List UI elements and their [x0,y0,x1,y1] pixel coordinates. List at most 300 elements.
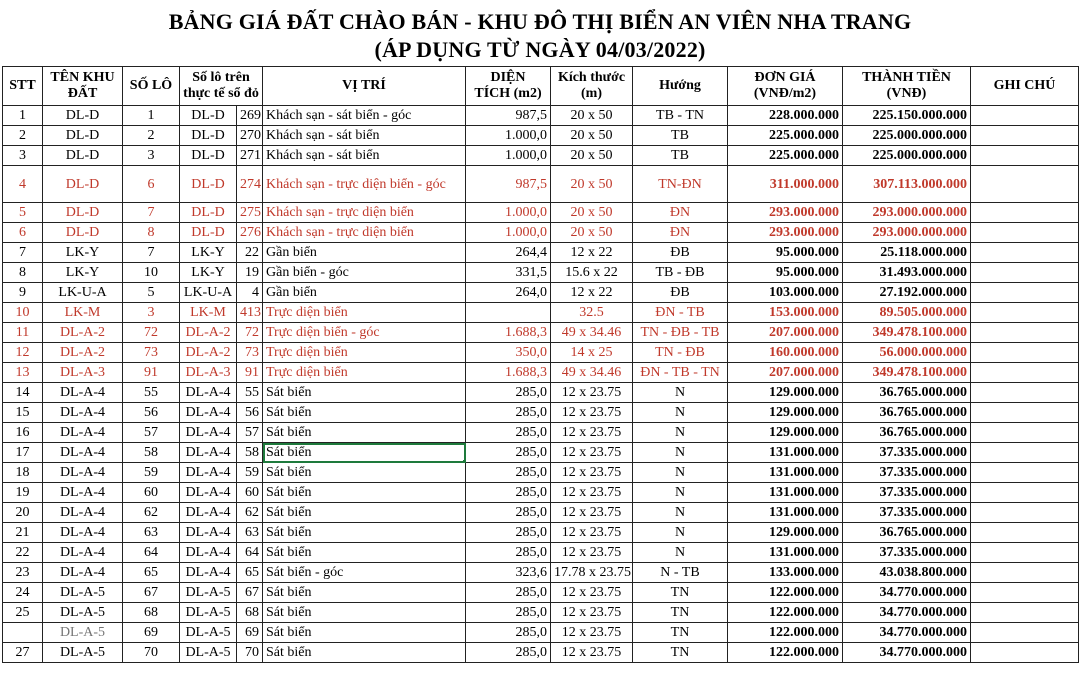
row-don-gia[interactable]: 160.000.000 [728,343,843,363]
row-kich-thuoc[interactable]: 12 x 23.75 [551,463,633,483]
row-stt[interactable]: 22 [3,543,43,563]
row-lo-thuc-te[interactable]: 73 [237,343,263,363]
row-ghi-chu[interactable] [971,503,1079,523]
row-lo-thuc-te[interactable]: 69 [237,623,263,643]
row-dien-tich[interactable]: 350,0 [466,343,551,363]
row-vi-tri[interactable]: Khách sạn - sát biển [263,146,466,166]
row-huong[interactable]: N [633,443,728,463]
row-dien-tich[interactable]: 331,5 [466,263,551,283]
header-vi-tri[interactable]: VỊ TRÍ [263,67,466,106]
row-vi-tri[interactable]: Khách sạn - trực diện biển [263,223,466,243]
row-ghi-chu[interactable] [971,223,1079,243]
row-so-lo[interactable]: 63 [123,523,180,543]
row-lo-thuc-te[interactable]: 269 [237,106,263,126]
row-so-lo[interactable]: 55 [123,383,180,403]
row-lo-thuc-te[interactable]: 4 [237,283,263,303]
row-don-gia[interactable]: 131.000.000 [728,543,843,563]
row-dien-tich[interactable] [466,303,551,323]
row-vi-tri[interactable]: Sát biển [263,443,466,463]
row-ten-khu[interactable]: DL-A-2 [43,323,123,343]
row-kich-thuoc[interactable]: 12 x 22 [551,243,633,263]
row-ghi-chu[interactable] [971,343,1079,363]
row-huong[interactable]: N [633,383,728,403]
row-so-lo[interactable]: 58 [123,443,180,463]
row-ghi-chu[interactable] [971,543,1079,563]
row-thanh-tien[interactable]: 34.770.000.000 [843,583,971,603]
row-lo-thuc-te[interactable]: 62 [237,503,263,523]
row-huong[interactable]: TN - ĐB [633,343,728,363]
row-thanh-tien[interactable]: 89.505.000.000 [843,303,971,323]
row-stt[interactable]: 15 [3,403,43,423]
row-ghi-chu[interactable] [971,243,1079,263]
row-ten-khu[interactable]: DL-D [43,203,123,223]
header-so-lo-thuc-te[interactable] [180,67,263,106]
header-huong[interactable]: Hướng [633,67,728,106]
row-so-lo[interactable]: 57 [123,423,180,443]
row-ten-khu[interactable]: LK-Y [43,263,123,283]
row-stt[interactable]: 19 [3,483,43,503]
row-kich-thuoc[interactable]: 12 x 23.75 [551,383,633,403]
row-ten-khu[interactable]: LK-Y [43,243,123,263]
row-huong[interactable]: ĐB [633,283,728,303]
row-stt[interactable]: 20 [3,503,43,523]
row-dien-tich[interactable]: 1.000,0 [466,126,551,146]
row-lo-thuc-te[interactable]: 56 [237,403,263,423]
row-ten-khu[interactable]: DL-A-4 [43,563,123,583]
row-so-lo[interactable]: 10 [123,263,180,283]
row-vi-tri[interactable]: Gần biển [263,283,466,303]
row-ghi-chu[interactable] [971,643,1079,663]
row-stt[interactable]: 27 [3,643,43,663]
row-don-gia[interactable]: 311.000.000 [728,166,843,203]
row-ten-khu[interactable]: DL-A-4 [43,383,123,403]
row-ten-khu[interactable]: LK-U-A [43,283,123,303]
row-stt[interactable]: 23 [3,563,43,583]
row-thanh-tien[interactable]: 25.118.000.000 [843,243,971,263]
row-don-gia[interactable]: 129.000.000 [728,423,843,443]
row-kich-thuoc[interactable]: 17.78 x 23.75 [551,563,633,583]
row-kich-thuoc[interactable]: 49 x 34.46 [551,363,633,383]
row-so-lo[interactable]: 62 [123,503,180,523]
row-huong[interactable]: TN [633,623,728,643]
row-khu-thuc-te[interactable]: DL-A-4 [180,503,237,523]
row-khu-thuc-te[interactable]: DL-A-4 [180,463,237,483]
row-don-gia[interactable]: 129.000.000 [728,403,843,423]
row-vi-tri[interactable]: Sát biển [263,423,466,443]
row-ten-khu[interactable]: DL-A-4 [43,463,123,483]
row-vi-tri[interactable]: Sát biển [263,503,466,523]
row-thanh-tien[interactable]: 37.335.000.000 [843,503,971,523]
row-thanh-tien[interactable]: 36.765.000.000 [843,523,971,543]
row-so-lo[interactable]: 65 [123,563,180,583]
row-vi-tri[interactable]: Sát biển [263,623,466,643]
header-ghi-chu[interactable]: GHI CHÚ [971,67,1079,106]
row-stt[interactable]: 5 [3,203,43,223]
row-ten-khu[interactable]: DL-A-2 [43,343,123,363]
row-huong[interactable]: ĐN [633,223,728,243]
row-lo-thuc-te[interactable]: 67 [237,583,263,603]
row-vi-tri[interactable]: Khách sạn - trực diện biển - góc [263,166,466,203]
row-ten-khu[interactable]: DL-A-4 [43,523,123,543]
row-huong[interactable]: ĐN - TB [633,303,728,323]
row-ten-khu[interactable]: DL-A-4 [43,543,123,563]
row-don-gia[interactable]: 133.000.000 [728,563,843,583]
row-so-lo[interactable]: 69 [123,623,180,643]
row-so-lo[interactable]: 67 [123,583,180,603]
header-stt[interactable]: STT [3,67,43,106]
row-khu-thuc-te[interactable]: DL-A-4 [180,523,237,543]
row-vi-tri[interactable]: Sát biển [263,463,466,483]
row-kich-thuoc[interactable]: 12 x 23.75 [551,543,633,563]
row-stt[interactable]: 9 [3,283,43,303]
row-kich-thuoc[interactable]: 12 x 23.75 [551,443,633,463]
row-ghi-chu[interactable] [971,423,1079,443]
row-huong[interactable]: TN - ĐB - TB [633,323,728,343]
row-lo-thuc-te[interactable]: 413 [237,303,263,323]
row-don-gia[interactable]: 103.000.000 [728,283,843,303]
row-ten-khu[interactable]: DL-D [43,166,123,203]
row-so-lo[interactable]: 6 [123,166,180,203]
row-so-lo[interactable]: 64 [123,543,180,563]
row-khu-thuc-te[interactable]: DL-A-5 [180,583,237,603]
row-thanh-tien[interactable]: 36.765.000.000 [843,383,971,403]
row-lo-thuc-te[interactable]: 63 [237,523,263,543]
row-lo-thuc-te[interactable]: 58 [237,443,263,463]
row-dien-tich[interactable]: 323,6 [466,563,551,583]
row-thanh-tien[interactable]: 43.038.800.000 [843,563,971,583]
row-vi-tri[interactable]: Sát biển [263,383,466,403]
row-thanh-tien[interactable]: 307.113.000.000 [843,166,971,203]
row-vi-tri[interactable]: Khách sạn - sát biển [263,126,466,146]
row-ghi-chu[interactable] [971,623,1079,643]
row-lo-thuc-te[interactable]: 65 [237,563,263,583]
row-vi-tri[interactable]: Trực diện biển [263,343,466,363]
row-ten-khu[interactable]: DL-A-4 [43,503,123,523]
row-lo-thuc-te[interactable]: 275 [237,203,263,223]
row-khu-thuc-te[interactable]: DL-D [180,106,237,126]
row-stt[interactable]: 6 [3,223,43,243]
row-so-lo[interactable]: 72 [123,323,180,343]
row-thanh-tien[interactable]: 225.150.000.000 [843,106,971,126]
row-don-gia[interactable]: 131.000.000 [728,443,843,463]
header-don-gia[interactable] [728,67,843,106]
row-ten-khu[interactable]: DL-A-4 [43,483,123,503]
row-thanh-tien[interactable]: 349.478.100.000 [843,323,971,343]
row-khu-thuc-te[interactable]: LK-Y [180,243,237,263]
row-so-lo[interactable]: 1 [123,106,180,126]
row-ghi-chu[interactable] [971,203,1079,223]
row-don-gia[interactable]: 207.000.000 [728,363,843,383]
row-lo-thuc-te[interactable]: 91 [237,363,263,383]
row-so-lo[interactable]: 3 [123,146,180,166]
row-stt[interactable]: 16 [3,423,43,443]
row-don-gia[interactable]: 122.000.000 [728,603,843,623]
row-vi-tri[interactable]: Sát biển [263,583,466,603]
row-kich-thuoc[interactable]: 12 x 23.75 [551,583,633,603]
row-don-gia[interactable]: 153.000.000 [728,303,843,323]
row-stt[interactable]: 12 [3,343,43,363]
row-huong[interactable]: ĐN [633,203,728,223]
row-stt[interactable]: 17 [3,443,43,463]
row-so-lo[interactable]: 73 [123,343,180,363]
row-stt[interactable]: 11 [3,323,43,343]
row-ten-khu[interactable]: DL-D [43,106,123,126]
row-ghi-chu[interactable] [971,483,1079,503]
row-ghi-chu[interactable] [971,263,1079,283]
row-vi-tri[interactable]: Sát biển [263,603,466,623]
row-ten-khu[interactable]: DL-A-3 [43,363,123,383]
row-lo-thuc-te[interactable]: 271 [237,146,263,166]
row-huong[interactable]: N - TB [633,563,728,583]
header-dien-tich[interactable] [466,67,551,106]
row-ten-khu[interactable]: DL-A-5 [43,603,123,623]
row-thanh-tien[interactable]: 36.765.000.000 [843,403,971,423]
row-huong[interactable]: N [633,523,728,543]
row-thanh-tien[interactable]: 56.000.000.000 [843,343,971,363]
row-vi-tri[interactable]: Gần biển [263,243,466,263]
row-kich-thuoc[interactable]: 12 x 23.75 [551,423,633,443]
row-thanh-tien[interactable]: 34.770.000.000 [843,603,971,623]
row-khu-thuc-te[interactable]: DL-D [180,166,237,203]
row-thanh-tien[interactable]: 37.335.000.000 [843,483,971,503]
row-dien-tich[interactable]: 285,0 [466,383,551,403]
row-huong[interactable]: TB [633,126,728,146]
row-kich-thuoc[interactable]: 49 x 34.46 [551,323,633,343]
row-don-gia[interactable]: 129.000.000 [728,523,843,543]
row-kich-thuoc[interactable]: 20 x 50 [551,146,633,166]
row-kich-thuoc[interactable]: 14 x 25 [551,343,633,363]
row-khu-thuc-te[interactable]: LK-U-A [180,283,237,303]
row-vi-tri[interactable]: Trực diện biển [263,303,466,323]
row-huong[interactable]: N [633,423,728,443]
row-ghi-chu[interactable] [971,443,1079,463]
row-don-gia[interactable]: 131.000.000 [728,483,843,503]
row-khu-thuc-te[interactable]: LK-M [180,303,237,323]
row-khu-thuc-te[interactable]: LK-Y [180,263,237,283]
row-kich-thuoc[interactable]: 32.5 [551,303,633,323]
row-dien-tich[interactable]: 285,0 [466,503,551,523]
row-khu-thuc-te[interactable]: DL-A-5 [180,643,237,663]
row-kich-thuoc[interactable]: 20 x 50 [551,166,633,203]
row-thanh-tien[interactable]: 37.335.000.000 [843,463,971,483]
row-stt[interactable]: 10 [3,303,43,323]
row-stt[interactable]: 8 [3,263,43,283]
row-lo-thuc-te[interactable]: 274 [237,166,263,203]
row-don-gia[interactable]: 207.000.000 [728,323,843,343]
row-ten-khu[interactable]: DL-A-4 [43,403,123,423]
row-vi-tri[interactable]: Sát biển [263,483,466,503]
row-kich-thuoc[interactable]: 12 x 23.75 [551,643,633,663]
row-huong[interactable]: TB - ĐB [633,263,728,283]
row-dien-tich[interactable]: 285,0 [466,483,551,503]
row-thanh-tien[interactable]: 293.000.000.000 [843,223,971,243]
row-thanh-tien[interactable]: 34.770.000.000 [843,623,971,643]
row-ghi-chu[interactable] [971,563,1079,583]
row-kich-thuoc[interactable]: 12 x 23.75 [551,623,633,643]
row-vi-tri[interactable]: Sát biển - góc [263,563,466,583]
row-thanh-tien[interactable]: 36.765.000.000 [843,423,971,443]
row-vi-tri[interactable]: Trực diện biển - góc [263,323,466,343]
row-huong[interactable]: N [633,503,728,523]
row-kich-thuoc[interactable]: 12 x 23.75 [551,503,633,523]
row-lo-thuc-te[interactable]: 57 [237,423,263,443]
row-don-gia[interactable]: 131.000.000 [728,463,843,483]
row-kich-thuoc[interactable]: 20 x 50 [551,106,633,126]
row-vi-tri[interactable]: Gần biển - góc [263,263,466,283]
header-so-lo[interactable]: SỐ LÔ [123,67,180,106]
row-lo-thuc-te[interactable]: 22 [237,243,263,263]
row-kich-thuoc[interactable]: 12 x 23.75 [551,603,633,623]
row-ghi-chu[interactable] [971,323,1079,343]
row-ten-khu[interactable]: DL-D [43,223,123,243]
row-ghi-chu[interactable] [971,583,1079,603]
row-dien-tich[interactable]: 285,0 [466,623,551,643]
row-dien-tich[interactable]: 285,0 [466,643,551,663]
row-kich-thuoc[interactable]: 20 x 50 [551,126,633,146]
row-dien-tich[interactable]: 264,4 [466,243,551,263]
row-thanh-tien[interactable]: 293.000.000.000 [843,203,971,223]
row-kich-thuoc[interactable]: 20 x 50 [551,203,633,223]
row-dien-tich[interactable]: 1.688,3 [466,323,551,343]
row-lo-thuc-te[interactable]: 64 [237,543,263,563]
row-vi-tri[interactable]: Sát biển [263,543,466,563]
row-huong[interactable]: N [633,403,728,423]
row-khu-thuc-te[interactable]: DL-A-2 [180,343,237,363]
row-dien-tich[interactable]: 285,0 [466,603,551,623]
row-so-lo[interactable]: 3 [123,303,180,323]
row-thanh-tien[interactable]: 349.478.100.000 [843,363,971,383]
row-lo-thuc-te[interactable]: 72 [237,323,263,343]
row-dien-tich[interactable]: 285,0 [466,423,551,443]
row-thanh-tien[interactable]: 27.192.000.000 [843,283,971,303]
row-huong[interactable]: TB [633,146,728,166]
row-khu-thuc-te[interactable]: DL-D [180,146,237,166]
row-khu-thuc-te[interactable]: DL-A-4 [180,423,237,443]
row-ghi-chu[interactable] [971,463,1079,483]
row-don-gia[interactable]: 129.000.000 [728,383,843,403]
row-dien-tich[interactable]: 1.000,0 [466,146,551,166]
row-kich-thuoc[interactable]: 12 x 23.75 [551,483,633,503]
row-kich-thuoc[interactable]: 20 x 50 [551,223,633,243]
row-huong[interactable]: N [633,483,728,503]
row-ten-khu[interactable]: DL-A-4 [43,423,123,443]
row-stt[interactable]: 21 [3,523,43,543]
row-ten-khu[interactable]: LK-M [43,303,123,323]
row-vi-tri[interactable]: Trực diện biển [263,363,466,383]
row-dien-tich[interactable]: 285,0 [466,443,551,463]
row-stt[interactable]: 2 [3,126,43,146]
row-don-gia[interactable]: 122.000.000 [728,623,843,643]
row-ghi-chu[interactable] [971,403,1079,423]
row-vi-tri[interactable]: Khách sạn - trực diện biển [263,203,466,223]
row-khu-thuc-te[interactable]: DL-A-5 [180,623,237,643]
row-so-lo[interactable]: 2 [123,126,180,146]
row-huong[interactable]: N [633,543,728,563]
row-stt[interactable]: 25 [3,603,43,623]
row-huong[interactable]: ĐN - TB - TN [633,363,728,383]
row-don-gia[interactable]: 293.000.000 [728,223,843,243]
row-khu-thuc-te[interactable]: DL-A-2 [180,323,237,343]
row-ten-khu[interactable]: DL-A-4 [43,443,123,463]
row-don-gia[interactable]: 95.000.000 [728,263,843,283]
row-khu-thuc-te[interactable]: DL-D [180,203,237,223]
row-khu-thuc-te[interactable]: DL-A-4 [180,383,237,403]
row-dien-tich[interactable]: 285,0 [466,403,551,423]
row-stt[interactable]: 13 [3,363,43,383]
row-don-gia[interactable]: 95.000.000 [728,243,843,263]
row-khu-thuc-te[interactable]: DL-A-4 [180,483,237,503]
row-so-lo[interactable]: 59 [123,463,180,483]
row-stt[interactable]: 24 [3,583,43,603]
row-so-lo[interactable]: 7 [123,203,180,223]
row-ten-khu[interactable]: DL-A-5 [43,583,123,603]
row-ten-khu[interactable]: DL-D [43,126,123,146]
row-dien-tich[interactable]: 987,5 [466,106,551,126]
row-ten-khu[interactable]: DL-A-5 [43,643,123,663]
row-ghi-chu[interactable] [971,383,1079,403]
row-ghi-chu[interactable] [971,106,1079,126]
row-so-lo[interactable]: 68 [123,603,180,623]
row-lo-thuc-te[interactable]: 19 [237,263,263,283]
row-stt[interactable]: 14 [3,383,43,403]
row-dien-tich[interactable]: 1.000,0 [466,223,551,243]
row-thanh-tien[interactable]: 34.770.000.000 [843,643,971,663]
row-so-lo[interactable]: 70 [123,643,180,663]
row-dien-tich[interactable]: 285,0 [466,463,551,483]
row-stt[interactable] [3,623,43,643]
row-huong[interactable]: TN [633,583,728,603]
row-dien-tich[interactable]: 987,5 [466,166,551,203]
row-khu-thuc-te[interactable]: DL-A-4 [180,543,237,563]
row-so-lo[interactable]: 8 [123,223,180,243]
row-don-gia[interactable]: 122.000.000 [728,583,843,603]
row-khu-thuc-te[interactable]: DL-A-5 [180,603,237,623]
row-lo-thuc-te[interactable]: 59 [237,463,263,483]
row-don-gia[interactable]: 122.000.000 [728,643,843,663]
row-ghi-chu[interactable] [971,303,1079,323]
row-dien-tich[interactable]: 285,0 [466,523,551,543]
row-don-gia[interactable]: 228.000.000 [728,106,843,126]
row-dien-tich[interactable]: 285,0 [466,543,551,563]
row-kich-thuoc[interactable]: 12 x 22 [551,283,633,303]
row-lo-thuc-te[interactable]: 270 [237,126,263,146]
row-so-lo[interactable]: 56 [123,403,180,423]
row-thanh-tien[interactable]: 37.335.000.000 [843,543,971,563]
row-thanh-tien[interactable]: 31.493.000.000 [843,263,971,283]
row-so-lo[interactable]: 5 [123,283,180,303]
row-ten-khu[interactable]: DL-D [43,146,123,166]
row-lo-thuc-te[interactable]: 276 [237,223,263,243]
row-vi-tri[interactable]: Khách sạn - sát biển - góc [263,106,466,126]
row-vi-tri[interactable]: Sát biển [263,523,466,543]
row-stt[interactable]: 18 [3,463,43,483]
header-kich-thuoc[interactable] [551,67,633,106]
header-thanh-tien[interactable] [843,67,971,106]
row-thanh-tien[interactable]: 225.000.000.000 [843,126,971,146]
row-stt[interactable]: 4 [3,166,43,203]
row-ghi-chu[interactable] [971,166,1079,203]
row-ghi-chu[interactable] [971,523,1079,543]
row-vi-tri[interactable]: Sát biển [263,643,466,663]
row-so-lo[interactable]: 91 [123,363,180,383]
row-don-gia[interactable]: 293.000.000 [728,203,843,223]
row-so-lo[interactable]: 7 [123,243,180,263]
row-don-gia[interactable]: 131.000.000 [728,503,843,523]
row-lo-thuc-te[interactable]: 70 [237,643,263,663]
row-dien-tich[interactable]: 285,0 [466,583,551,603]
row-dien-tich[interactable]: 1.688,3 [466,363,551,383]
row-ghi-chu[interactable] [971,603,1079,623]
